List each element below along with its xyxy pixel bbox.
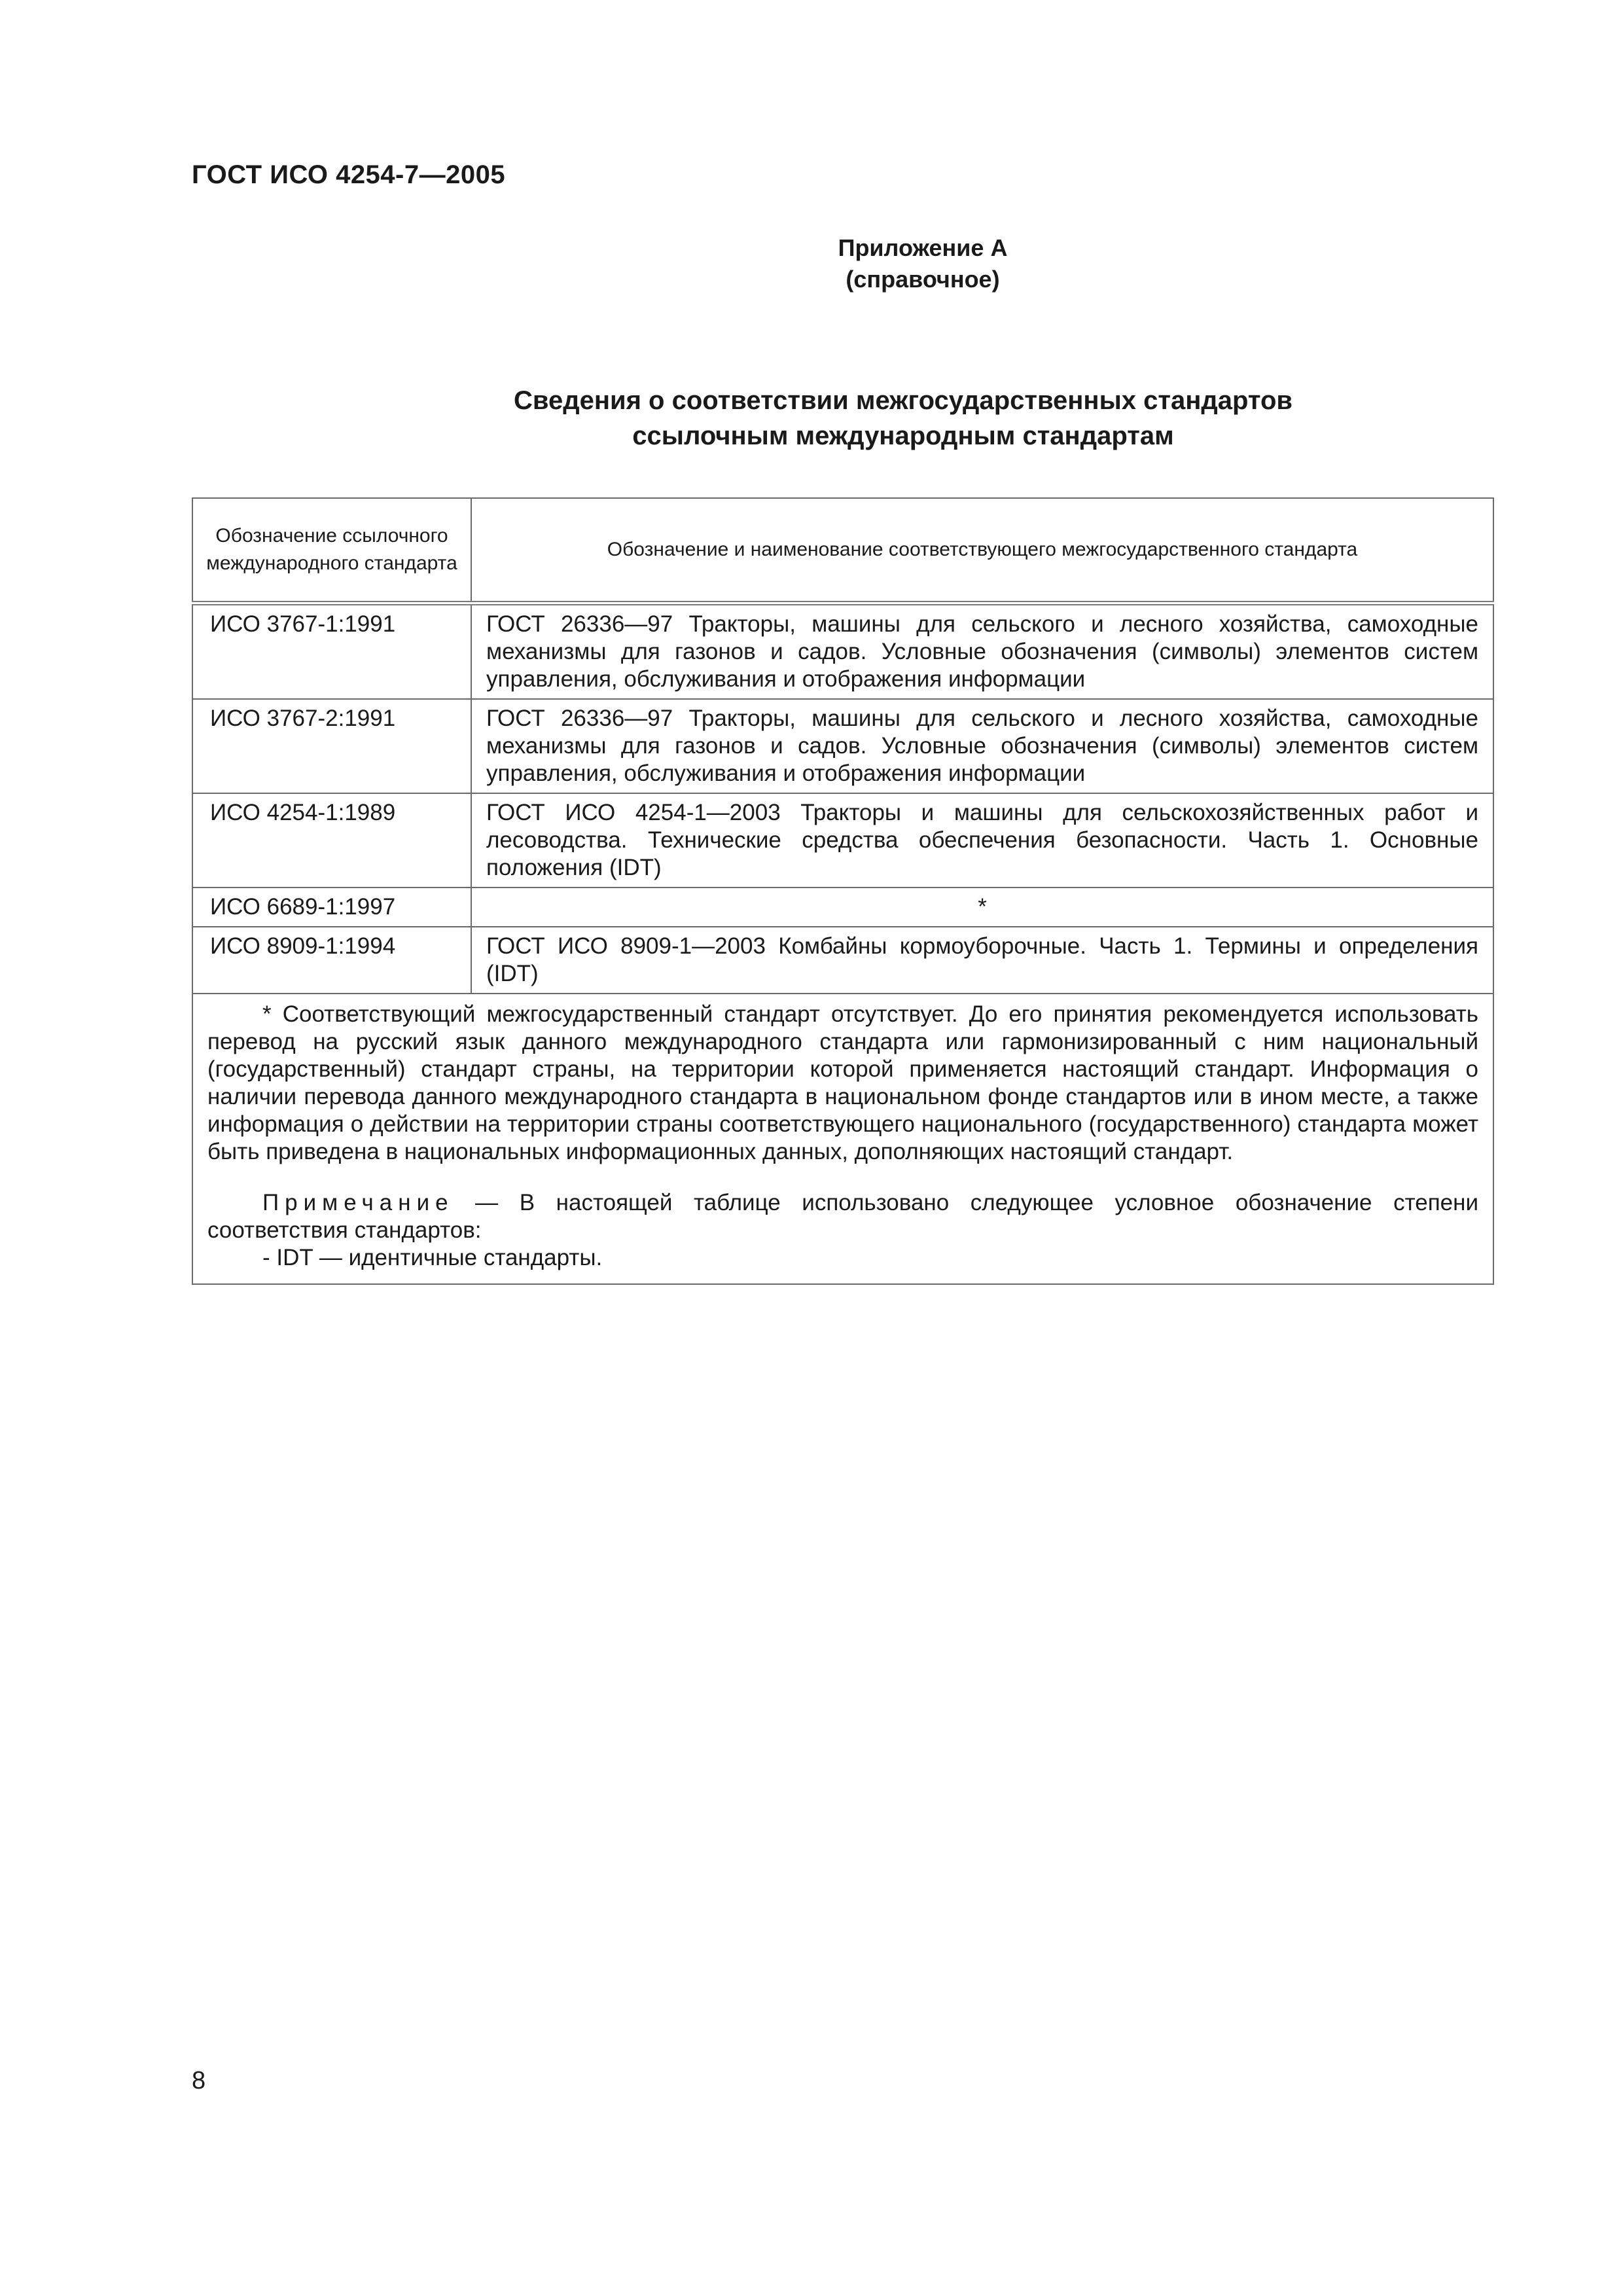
header-reference-standard: Обозначение ссылочного международного стандарта <box>192 498 471 603</box>
table-title-line-1: Сведения о соответствии межгосударственных стандартов <box>514 386 1293 415</box>
annex-title: Приложение А <box>838 234 1008 261</box>
table-row <box>192 927 1493 994</box>
table-footnote: * Соответствующий межгосударственный стандарт отсутствует. До его принятия рекомендуется использовать перевод на русский язык данного международного стандарта или гармонизированный с ним национальный (государственный) стандарт страны, на территории которой применяется настоящий стандарт. Информация о наличии перевода данного международного стандарта в национальном фонде стандартов или в ином месте, а также информация о действии на территории страны соответствующего национального (государственного) стандарта может быть приведена в национальных информационных данных, дополняющих настоящий стандарт. <box>207 1001 1478 1164</box>
note-item: - IDT — идентичные стандарты. <box>262 1244 603 1270</box>
table-notes-cell <box>192 994 1493 1284</box>
reference-standard-code: ИСО 3767-1:1991 <box>192 603 471 699</box>
note-label: Примечание <box>262 1189 454 1215</box>
table-title <box>0 383 1623 454</box>
table-notes-row <box>192 994 1493 1284</box>
interstate-standard-description: ГОСТ 26336—97 Тракторы, машины для сельского и лесного хозяйства, самоходные механизмы для газонов и садов. Условные обозначения (символы) элементов систем управления, обслуживания и отображения информации <box>471 603 1493 699</box>
table-row <box>192 603 1493 699</box>
interstate-standard-description: * <box>471 888 1493 927</box>
page-number: 8 <box>192 2067 206 2094</box>
interstate-standard-description: ГОСТ ИСО 8909-1—2003 Комбайны кормоуборочные. Часть 1. Термины и определения (IDT) <box>471 927 1493 994</box>
annex-kind: (справочное) <box>846 266 1000 293</box>
standards-correspondence-table <box>192 497 1494 1285</box>
note-text: — В настоящей таблице использовано следующее условное обозначение степени соответствия стандартов: <box>207 1189 1478 1243</box>
header-interstate-standard: Обозначение и наименование соответствующего межгосударственного стандарта <box>471 498 1493 603</box>
reference-standard-code: ИСО 4254-1:1989 <box>192 793 471 888</box>
interstate-standard-description: ГОСТ 26336—97 Тракторы, машины для сельского и лесного хозяйства, самоходные механизмы для газонов и садов. Условные обозначения (символы) элементов систем управления, обслуживания и отображения информации <box>471 699 1493 793</box>
reference-standard-code: ИСО 3767-2:1991 <box>192 699 471 793</box>
reference-standard-code: ИСО 8909-1:1994 <box>192 927 471 994</box>
table-header-row <box>192 498 1493 603</box>
table-title-line-2: ссылочным международным стандартам <box>632 422 1174 450</box>
annex-heading <box>0 232 1623 295</box>
table-row <box>192 793 1493 888</box>
table-row <box>192 888 1493 927</box>
reference-standard-code: ИСО 6689-1:1997 <box>192 888 471 927</box>
table-note <box>207 1189 1478 1244</box>
table-row <box>192 699 1493 793</box>
interstate-standard-description: ГОСТ ИСО 4254-1—2003 Тракторы и машины для сельскохозяйственных работ и лесоводства. Технические средства обеспечения безопасности. Часть 1. Основные положения (IDT) <box>471 793 1493 888</box>
document-code-header: ГОСТ ИСО 4254-7—2005 <box>192 160 506 189</box>
